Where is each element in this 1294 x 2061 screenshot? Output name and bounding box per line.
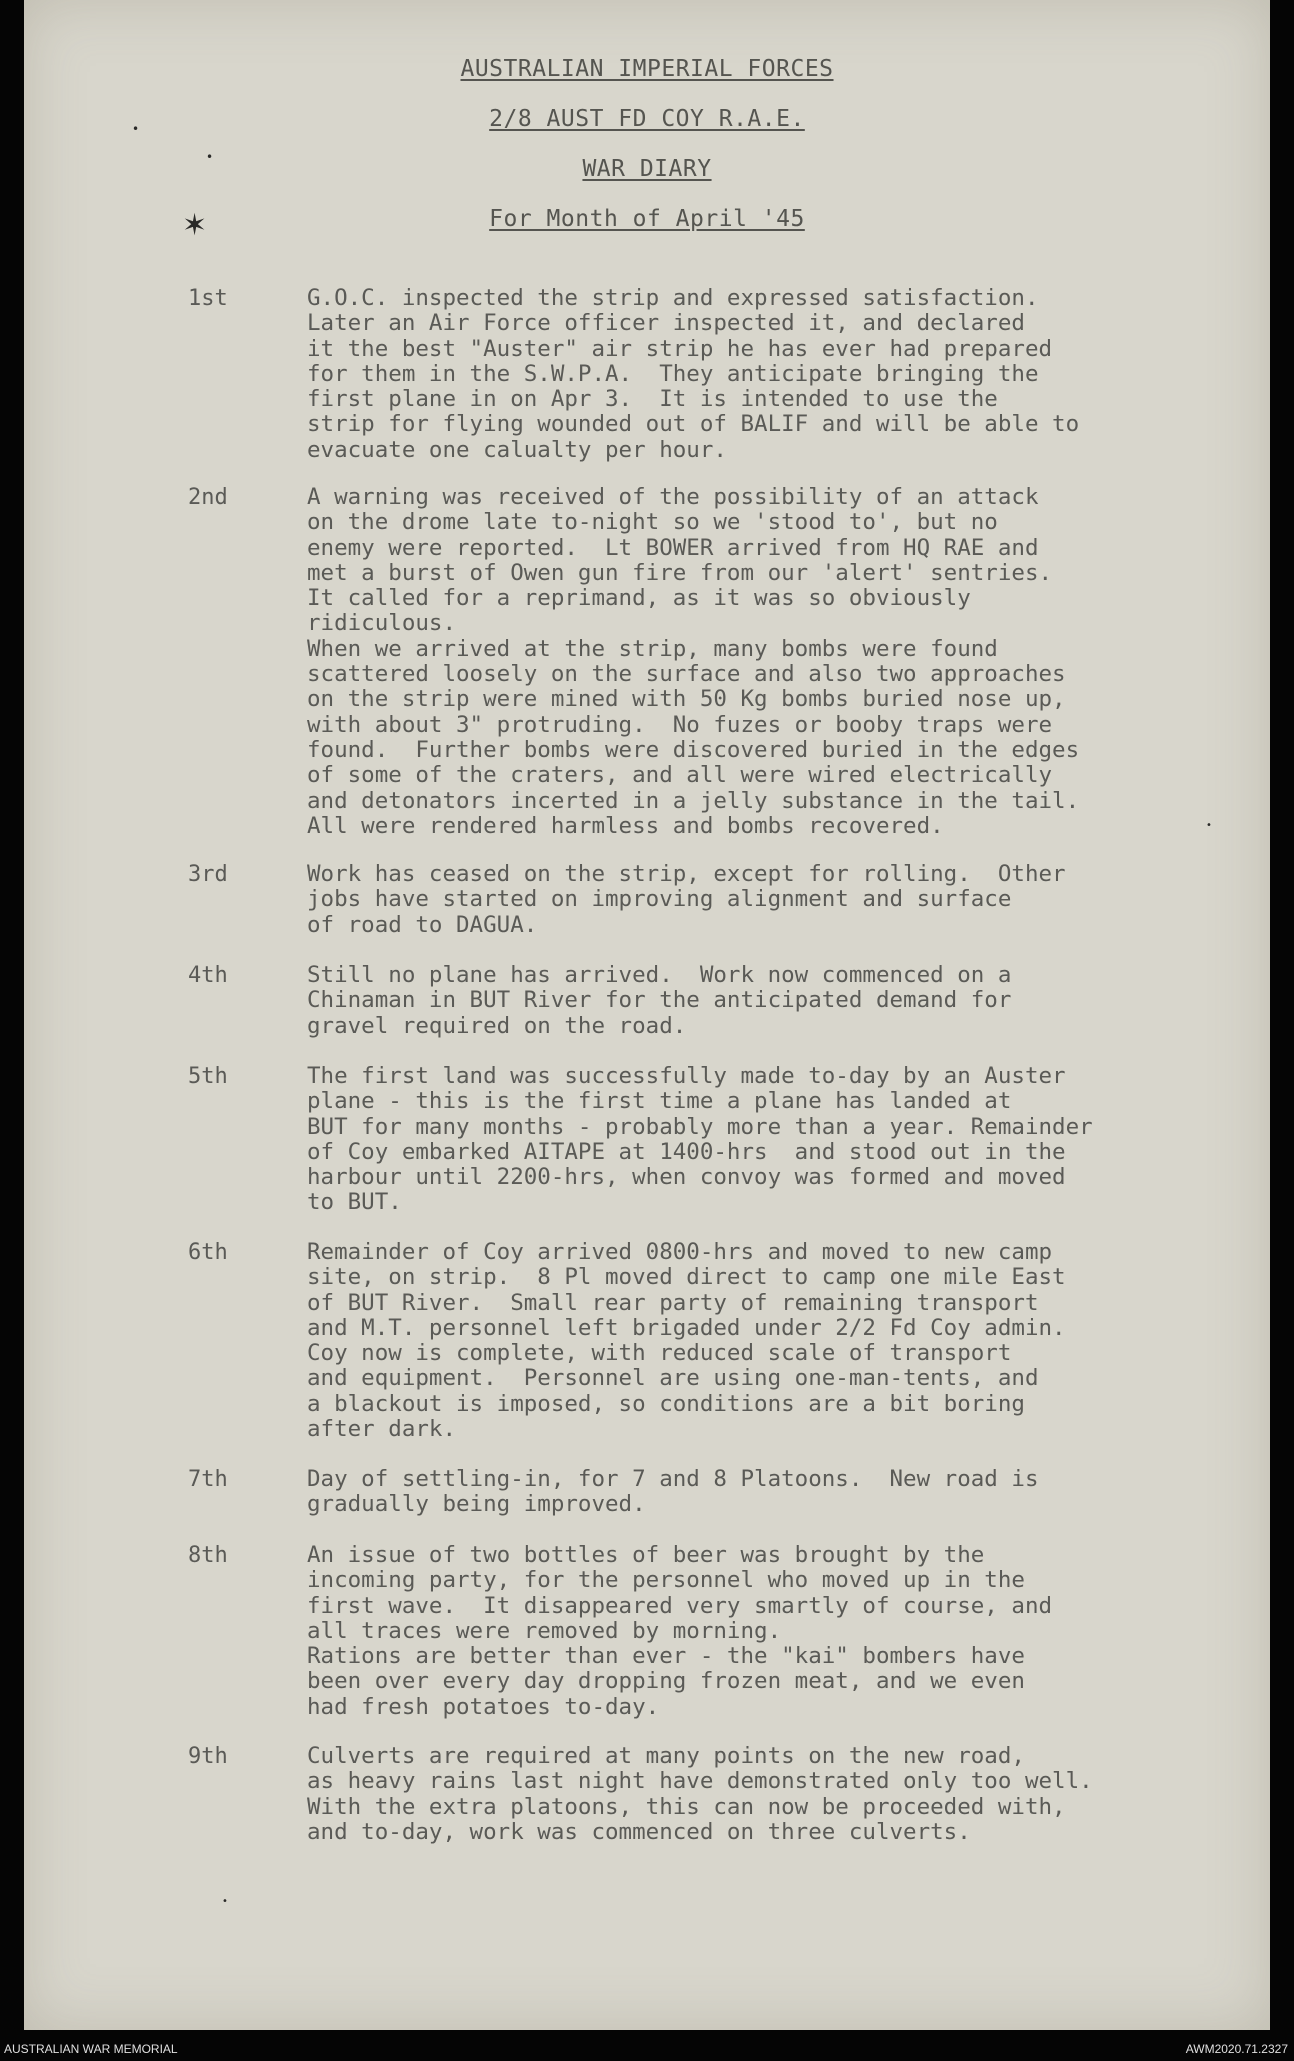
ink-speck: • — [1206, 820, 1212, 831]
entry-day: 2nd — [188, 485, 228, 510]
diary-page — [24, 0, 1270, 2030]
entry-text: The first land was successfully made to-day by an Auster plane - this is the first time a plane has landed at BUT for many months - probably more than a year. Remainder of Coy embarked AITAPE at 1400-hrs and stood out in the harbour until 2200-hrs, when convoy was formed and moved to BUT. — [307, 1063, 1093, 1216]
entry-day: 6th — [188, 1240, 228, 1265]
ink-speck: • — [132, 122, 140, 136]
ink-speck: • — [206, 150, 214, 164]
entry-text: Still no plane has arrived. Work now commenced on a Chinaman in BUT River for the anticipated demand for gravel required on the road. — [307, 962, 1012, 1039]
heading-month: For Month of April '45 — [489, 206, 805, 232]
entry-day: 4th — [188, 963, 228, 988]
punch-hole-mark: ✶ — [182, 208, 208, 243]
entry-text: Remainder of Coy arrived 0800-hrs and moved to new camp site, on strip. 8 Pl moved direct to camp one mile East of BUT River. Small rear party of remaining transport and M.T. personnel left brigaded under 2/2 Fd Coy admin. Coy now is complete, with reduced scale of transport and equipment. Personnel are using one-man-tents, and a blackout is imposed, so conditions are a bit boring after dark. — [307, 1239, 1066, 1443]
entry-day: 8th — [188, 1543, 228, 1568]
footer-accession-number: AWM2020.71.2327 — [1185, 2042, 1288, 2056]
heading-war-diary: WAR DIARY — [582, 156, 712, 182]
entry-day: 9th — [188, 1744, 228, 1769]
entry-text: A warning was received of the possibility of an attack on the drome late to-night so we 'stood to', but no enemy were reported. Lt BOWER arrived from HQ RAE and met a burst of Owen gun fire from our 'alert' sentries. It called for a reprimand, as it was so obviously ridiculous. When we arrived at the strip, many bombs were found scattered loosely on the surface and also two approaches on the strip were mined with 50 Kg bombs buried nose up, with about 3" protruding. No fuzes or booby traps were found. Further bombs were discovered buried in the edges of some of the craters, and all were wired electrically and detonators incerted in a jelly substance in the tail. All were rendered harmless and bombs recovered. — [307, 484, 1080, 839]
entry-text: Day of settling-in, for 7 and 8 Platoons. New road is gradually being improved. — [307, 1466, 1039, 1518]
entry-text: Culverts are required at many points on the new road, as heavy rains last night have demonstrated only too well. With the extra platoons, this can now be proceeded with, and to-day, work was commenced on three culverts. — [307, 1743, 1093, 1845]
entry-text: An issue of two bottles of beer was brought by the incoming party, for the personnel who moved up in the first wave. It disappeared very smartly of course, and all traces were removed by morning. Rations are better than ever - the "kai" bombers have been over every day dropping frozen meat, and we even had fresh potatoes to-day. — [307, 1542, 1053, 1720]
ink-speck: • — [222, 1896, 228, 1907]
entry-text: G.O.C. inspected the strip and expressed satisfaction. Later an Air Force officer inspected it, and declared it the best "Auster" air strip he has ever had prepared for them in the S.W.P.A. They anticipate bringing the first plane in on Apr 3. It is intended to use the strip for flying wounded out of BALIF and will be able to evacuate one calualty per hour. — [307, 285, 1080, 463]
entry-day: 5th — [188, 1064, 228, 1089]
entry-day: 7th — [188, 1467, 228, 1492]
footer-credit: AUSTRALIAN WAR MEMORIAL — [4, 2042, 178, 2056]
heading-unit: 2/8 AUST FD COY R.A.E. — [489, 106, 805, 132]
entry-day: 3rd — [188, 862, 228, 887]
entry-day: 1st — [188, 286, 228, 311]
heading-organisation: AUSTRALIAN IMPERIAL FORCES — [460, 56, 834, 82]
entry-text: Work has ceased on the strip, except for rolling. Other jobs have started on improving alignment and surface of road to DAGUA. — [307, 861, 1066, 938]
